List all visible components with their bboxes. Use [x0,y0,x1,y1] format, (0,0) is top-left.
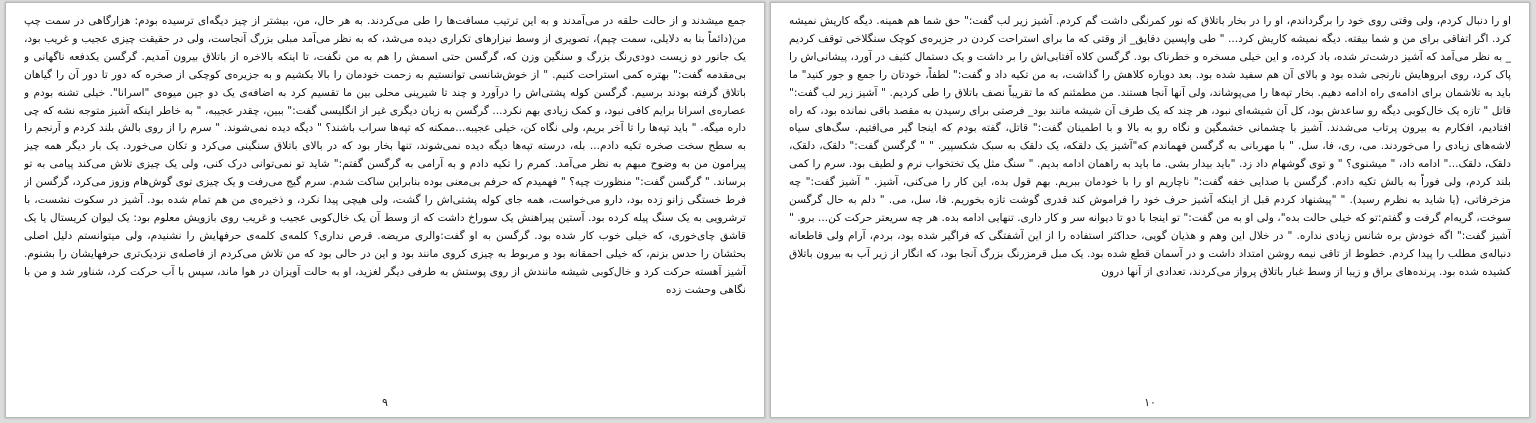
page-body-text: او را دنبال کردم، ولی وقتی روی خود را برگرداندم، او را در بخار باتلاق که نور کمرنگی داشت گم کردم. آشیز زیر لب گفت:" حق شما هم همینه. دیگه کاریش نمیشه کرد. اگر اتفاقی برای من و شما بیفته. دیگه نمیشه کاریش کرد... " طی واپسین دقایق_ از وقتی که ما برای استراحت کردن در جزیره‌ی کوچک سنگلاخی توقف کردیم _ به نظر می‌آمد که آشیز درشت‌تر شده، باد کرده، و این خیلی مسخره و خطرناک بود. گرگسن کلاه آفتابی‌اش را بر داشت و یک دستمال کثیف در آورد، پیشانی‌اش را پاک کرد، روی ابروهایش نارنجی شده بود و بالای آن هم سفید شده بود. بعد دوباره کلاهش را گذاشت، به من تکیه داد و گفت:" لطفاً، خودتان را جمع و جور کنید" ما باید به تلاشمان برای ادامه‌ی راه ادامه دهیم. بخار تپه‌ها را می‌پوشاند، ولی آنها آنجا هستند. من مطمئنم که ما تقریباً نصف باتلاق را طی کردیم. " آشیز زیر لب گفت:" قاتل " تازه یک خال‌کوبی دیگه رو ساعدش بود، کل آن شیشه‌ای نبود، هر چند که یک طرف آن شیشه مانند بود_ فرصتی برای رسیدن به مقصد باقی نمانده بود، که راه افتادیم، افکارم به بیرون پرتاب می‌شدند. آشیز با چشمانی خشمگین و نگاه رو به بالا و با اطمینان گفت:" قاتل، گفته بودم که اینجا گیر می‌افتیم. سگ‌های سیاه لاشه‌های زیادی را می‌خوردند. می، ری، فا، سل. " با مهربانی به گرگسن فهماندم که"آشیز یک دلقکه، یک دلقک به سبک شکسپیر. " " گرگسن گفت:" دلقک، دلقک، دلقک، دلقک..." ادامه داد، " میشنوی؟ " و توی گوشهام داد زد. "باید بیدار بشی. ما باید به راهمان ادامه بدیم. " سنگ مثل یک تختخواب نرم و لطیف بود. سرم را کمی بلند کردم، ولی فوراً به بالش تکیه دادم. گرگسن با صدایی خفه گفت:" ناچاریم او را با خودمان ببریم. بهم قول بده، این کار را می‌کنی، آشیز. " آشیز گفت:" چه مزخرفاتی، (یا شاید به نظرم رسید). " "پیشنهاد کردم قبل از اینکه آشیز حرف خود را فراموش کند قدری گوشت تازه بخوریم. فا، سل، می. " دلم به حال گرگسن سوخت، گریه‌ام گرفت و گفتم:تو که خیلی حالت بده"، ولی او به من گفت:" تو اینجا با دو تا دیوانه سر و کار داری. تنهایی ادامه بده. هر چه سریعتر حرکت کن... برو. " آشیز گفت:" اگه خودش بره شانس زیادی نداره. " در خلال این وهم و هذیان گویی، حداکثر استفاده را از این آشفتگی که فراگیر شده بود، بردم، آرام ولی قاطعانه دنباله‌ی مطلب را پیدا کردم. خطوط از تاقی نیمه روشن امتداد داشت و در آسمان قطع شده بود. یک مبل قرمزرنگ بزرگ آنجا بود، که انگار از زیر آب به بیرون باتلاق کشیده شده بود. پرنده‌های براق و زیبا از وسط غبار باتلاق پرواز می‌کردند، تعدادی از آنها درون [789,15,1511,278]
page-number: ۱۰ [1144,396,1156,409]
page-left [5,2,765,418]
page-right [770,2,1530,418]
page-number: ۹ [382,396,388,409]
page-body-text: جمع میشدند و از حالت حلقه در می‌آمدند و به این ترتیب مسافت‌ها را طی می‌کردند. به هر حال، من، بیشتر از چیز دیگه‌ای ترسیده بودم: هزارگاهی در سمت چپ من(دائماً بنا به دلایلی، سمت چپم)، تصویری از وسط نیزارهای تکراری دیده می‌شد، که به نظر می‌آمد مبلی بزرگ آنجاست، ولی در حقیقت چیزی عجیب و غریب بود، یک جانور دو زیست دودی‌رنگ بزرگ و سنگین وزن که، گرگسن حتی اسمش را هم به من نگفت، تا اینکه بالاخره از باتلاق بیرون آمدیم. گرگسن یکدفعه ناگهانی و بی‌مقدمه گفت:" بهتره کمی استراحت کنیم. " از خوش‌شانسی توانستیم به زحمت خودمان را بالا بکشیم و به جزیره‌ی کوچکی از صخره که دور تا دور آن را گیاهان باتلاق گرفته بودند برسیم. گرگسن کوله پشتی‌اش را درآورد و چند تا شیرینی محلی بین ما تقسیم کرد به اضافه‌ی یک دو جین میوه‌ی "اسرانا". خیلی تشنه بودم و عصاره‌ی اسرانا برایم کافی نبود، و کمک زیادی بهم نکرد... گرگسن به زبان دیگری غیر از انگلیسی گفت:" ببین، چقدر عجیبه، " به خاطر اینکه آشیز متوجه نشه که چی داره میگه. " باید تپه‌ها را تا آخر بریم، ولی نگاه کن، خیلی عجیبه...ممکنه که تپه‌ها سراب باشند؟ " دیگه دیده نمی‌شوند. " سرم را از روی بالش بلند کردم و آرنجم را به سطح سخت صخره تکیه دادم... بله، درسته تپه‌ها دیگه دیده نمی‌شوند، تنها بخار بود که در بالای باتلاق سنگینی می‌کرد و تکان می‌خورد. یک بار دیگر همه چیز پیرامون من به وضوح مبهم به نظر می‌آمد. کمرم را تکیه دادم و به آرامی به گرگسن گفتم:" شاید تو نمی‌توانی درک کنی، ولی یک چیزی تلاش می‌کند پیامی به تو برساند. " گرگسن گفت:" منظورت چیه؟ " فهمیدم که حرفم بی‌معنی بوده بنابراین ساکت شدم. سرم گیج می‌رفت و یک چیزی توی گوش‌هام وزوز می‌کرد، گرگسن از فرط خستگی زانو زده بود، دارو می‌خواست، همه جای کوله پشتی‌اش را گشت، ولی هیچی پیدا نکرد، و ذخیره‌ی من هم تمام شده بود. آشیز در سکوت نشست، با ترشرویی به یک سنگ پیله کرده بود. آستین پیراهنش یک سوراخ داشت که از وسط آن یک خال‌کوبی عجیب و غریب روی بازویش معلوم بود: یک لیوان کریستال یا یک قاشق چای‌خوری، که خیلی خوب کار شده بود. گرگسن به او گفت:والری مریضه. قرص نداری؟ کلمه‌ی کلمه‌ی حرفهایش را نشنیدم، ولی میتوانستم دلیل اصلی بحثشان را حدس بزنم، که خیلی احمقانه بود و مربوط به چیزی کروی مانند بود و این در حالی بود که من تلاش می‌کردم از فاصله‌ی نزدیک‌تری حرفهایشان را بشنوم. آشیز آهسته حرکت کرد و خال‌کوبی شیشه مانندش از روی پوستش به طرفی دیگر لغزید، او به حالت آویزان در هوا ماند، سپس با آب حرکت کرد، شناور شد و من با نگاهی وحشت زده [24,15,746,296]
